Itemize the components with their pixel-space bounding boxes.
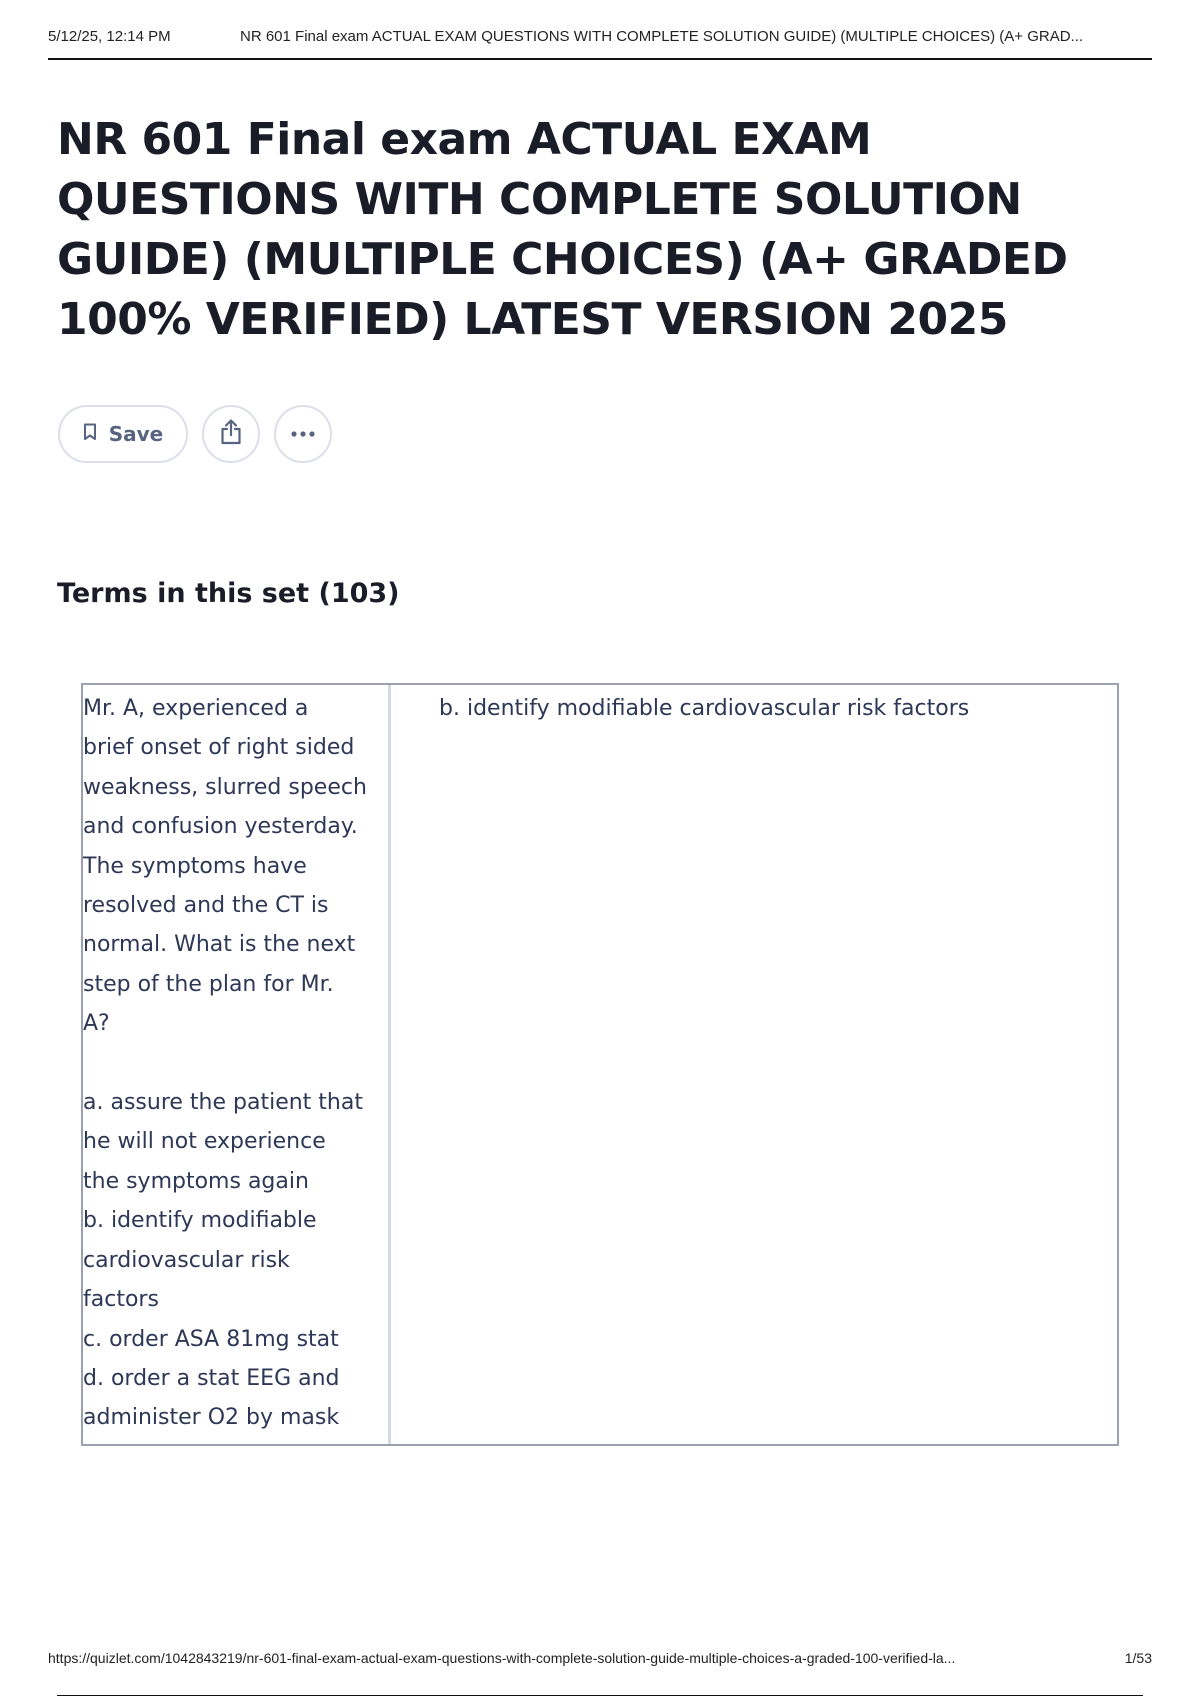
definition-text: b. identify modifiable cardiovascular risk factors [439, 696, 970, 721]
set-actions [58, 405, 332, 463]
print-datetime: 5/12/25, 12:14 PM [48, 28, 171, 45]
more-icon [289, 425, 317, 443]
footer-divider [57, 1695, 1143, 1696]
save-label: Save [108, 422, 164, 446]
save-button[interactable] [58, 405, 188, 463]
more-options-button[interactable] [274, 405, 332, 463]
print-document-title: NR 601 Final exam ACTUAL EXAM QUESTIONS WITH COMPLETE SOLUTION GUIDE) (MULTIPLE CHOICES) (A+ GRAD... [240, 28, 1084, 45]
terms-count-heading: Terms in this set (103) [57, 578, 400, 609]
term-text: Mr. A, experienced a brief onset of right sided weakness, slurred speech and confusion yesterday. The symptoms have resolved and the CT is normal. What is the next step of the plan for Mr. A? a. assure the patient that he will not experience the symptoms again b. identify modifiable cardiovascular risk factors c. order ASA 81mg stat d. order a stat EEG and administer O2 by mask [83, 696, 367, 1431]
share-icon [219, 418, 243, 451]
bookmark-icon [83, 423, 97, 446]
print-page-number: 1/53 [1124, 1650, 1152, 1666]
definition-side [391, 685, 1117, 1444]
term-side [83, 685, 391, 1444]
print-header [48, 28, 1152, 60]
print-footer [48, 1650, 1152, 1666]
term-card [81, 683, 1119, 1446]
share-button[interactable] [202, 405, 260, 463]
print-url: https://quizlet.com/1042843219/nr-601-final-exam-actual-exam-questions-with-complete-solution-guide-multiple-choices-a-graded-100-verified-la... [48, 1650, 956, 1666]
page-title: NR 601 Final exam ACTUAL EXAM QUESTIONS WITH COMPLETE SOLUTION GUIDE) (MULTIPLE CHOICES) (A+ GRADED 100% VERIFIED) LATEST VERSION 2025 [57, 114, 1068, 345]
